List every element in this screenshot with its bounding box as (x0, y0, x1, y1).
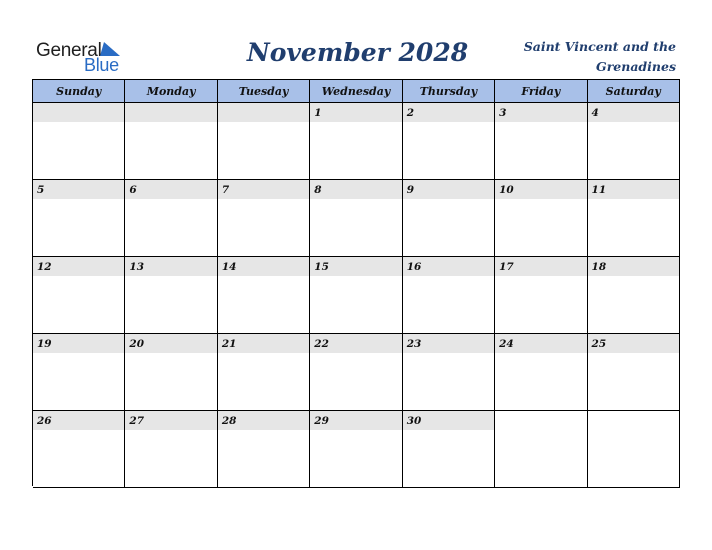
day-cell (33, 411, 125, 488)
day-number: 17 (495, 257, 586, 276)
day-cell (218, 180, 310, 257)
country-name-line-2: Grenadines (596, 59, 676, 74)
day-number: 11 (588, 180, 679, 199)
day-cell (403, 257, 495, 334)
day-number: 20 (125, 334, 216, 353)
day-cell (33, 334, 125, 411)
weekday-header: Tuesday (218, 80, 310, 103)
day-cell (588, 103, 680, 180)
day-number: 22 (310, 334, 401, 353)
day-cell (310, 103, 402, 180)
week-row (33, 103, 680, 180)
day-cell (33, 180, 125, 257)
day-cell (403, 103, 495, 180)
country-name-line-1: Saint Vincent and the (523, 39, 676, 54)
calendar-grid (32, 79, 680, 486)
day-number: 26 (33, 411, 124, 430)
country-name (486, 37, 676, 77)
day-number: 23 (403, 334, 494, 353)
day-number: 12 (33, 257, 124, 276)
day-number: 2 (403, 103, 494, 122)
week-row (33, 257, 680, 334)
day-cell (125, 411, 217, 488)
weekday-header: Saturday (588, 80, 680, 103)
day-number: 10 (495, 180, 586, 199)
day-number: 1 (310, 103, 401, 122)
weekday-header: Thursday (403, 80, 495, 103)
day-number: 28 (218, 411, 309, 430)
day-cell (125, 180, 217, 257)
day-cell (403, 334, 495, 411)
day-cell (588, 257, 680, 334)
day-number: 13 (125, 257, 216, 276)
day-number: 16 (403, 257, 494, 276)
day-number: 24 (495, 334, 586, 353)
day-number: 27 (125, 411, 216, 430)
day-number: 3 (495, 103, 586, 122)
day-cell (495, 103, 587, 180)
day-cell (495, 411, 587, 488)
day-cell (125, 257, 217, 334)
day-cell (218, 257, 310, 334)
day-number: 6 (125, 180, 216, 199)
day-number: 29 (310, 411, 401, 430)
generalblue-logo (36, 38, 136, 74)
day-cell (33, 257, 125, 334)
day-cell (403, 411, 495, 488)
weekday-header: Friday (495, 80, 587, 103)
day-number: 25 (588, 334, 679, 353)
day-cell (495, 257, 587, 334)
day-number: 4 (588, 103, 679, 122)
day-cell (588, 411, 680, 488)
day-cell (495, 180, 587, 257)
day-cell (125, 334, 217, 411)
day-cell (495, 334, 587, 411)
calendar-title: November 2028 (246, 38, 469, 67)
day-number: 15 (310, 257, 401, 276)
day-cell (310, 180, 402, 257)
day-cell (125, 103, 217, 180)
day-number: 8 (310, 180, 401, 199)
day-number: 19 (33, 334, 124, 353)
day-cell (588, 334, 680, 411)
weekday-header: Monday (125, 80, 217, 103)
day-cell (218, 411, 310, 488)
day-number: 5 (33, 180, 124, 199)
weekday-header: Sunday (33, 80, 125, 103)
day-cell (33, 103, 125, 180)
day-number (33, 103, 124, 122)
day-number (588, 411, 679, 430)
day-cell (403, 180, 495, 257)
day-cell (218, 103, 310, 180)
day-number (218, 103, 309, 122)
week-row (33, 411, 680, 488)
day-cell (310, 334, 402, 411)
week-row (33, 334, 680, 411)
day-cell (218, 334, 310, 411)
day-number: 21 (218, 334, 309, 353)
day-number (495, 411, 586, 430)
week-row (33, 180, 680, 257)
day-cell (310, 411, 402, 488)
day-cell (310, 257, 402, 334)
day-number: 7 (218, 180, 309, 199)
day-number: 30 (403, 411, 494, 430)
day-cell (588, 180, 680, 257)
weekday-header: Wednesday (310, 80, 402, 103)
day-number: 18 (588, 257, 679, 276)
logo-text-blue: Blue (84, 55, 119, 75)
day-number: 14 (218, 257, 309, 276)
logo-text-general: General (36, 40, 102, 61)
weekday-header-row (33, 80, 680, 103)
day-number (125, 103, 216, 122)
day-number: 9 (403, 180, 494, 199)
